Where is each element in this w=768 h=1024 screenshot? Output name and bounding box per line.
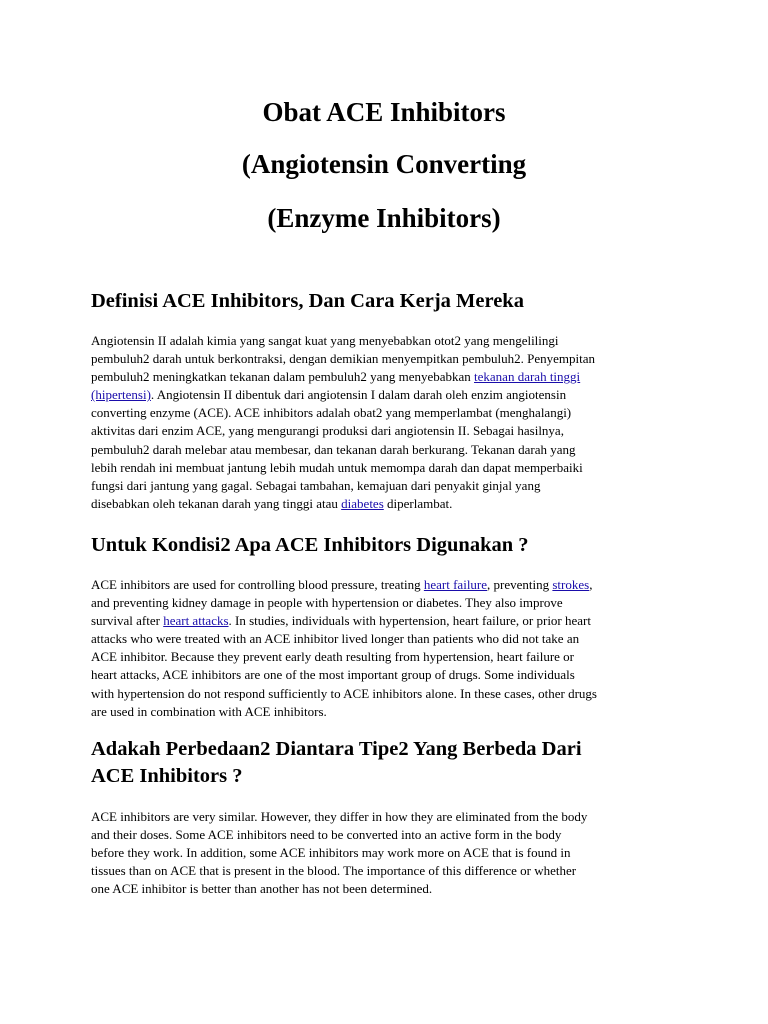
link-heart-failure[interactable]: heart failure bbox=[423, 577, 488, 592]
link-strokes[interactable]: strokes bbox=[552, 577, 590, 592]
paragraph-line: Angiotensin II adalah kimia yang sangat kuat yang menyebabkan otot2 yang mengelilingi bbox=[91, 333, 559, 348]
paragraph-line: fungsi dari jantung yang gagal. Sebagai tambahan, kemajuan dari penyakit ginjal yang bbox=[91, 477, 541, 493]
section-2-paragraph bbox=[91, 576, 691, 721]
section-2-heading: Untuk Kondisi2 Apa ACE Inhibitors Digunakan ? bbox=[91, 534, 529, 556]
text-run: pembuluh2 meningkatkan tekanan dalam pembuluh2 yang menyebabkan bbox=[91, 369, 475, 385]
paragraph-line: heart attacks, ACE inhibitors are one of the most important group of drugs. Some individuals bbox=[91, 667, 575, 683]
text-run: ACE inhibitors are used for controlling blood pressure, treating bbox=[91, 577, 424, 592]
text-run: , preventing bbox=[487, 577, 553, 592]
link-hipertensi[interactable]: (hipertensi) bbox=[91, 387, 151, 403]
link-diabetes[interactable]: diabetes bbox=[341, 495, 384, 511]
paragraph-line bbox=[91, 576, 691, 594]
section-3-heading bbox=[91, 736, 691, 790]
text-run: , bbox=[589, 577, 593, 592]
section-3-heading-line-2: ACE Inhibitors ? bbox=[91, 765, 243, 787]
title-line-2: (Angiotensin Converting bbox=[241, 149, 527, 179]
section-1-paragraph bbox=[91, 332, 691, 513]
text-run: . Angiotensin II dibentuk dari angiotensin I dalam darah oleh enzim angiotensin bbox=[150, 387, 567, 403]
paragraph-line bbox=[91, 495, 691, 513]
paragraph-line: ACE inhibitors are very similar. However, they differ in how they are eliminated from the body bbox=[91, 809, 588, 824]
paragraph-line: aktivitas dari enzim ACE, yang mengurangi produksi dari angiotensin II. Sebagai hasilnya, bbox=[91, 423, 564, 439]
paragraph-line: and preventing kidney damage in people with hypertension or diabetes. They also improve bbox=[91, 595, 563, 611]
link-heart-attacks[interactable]: heart attacks bbox=[163, 613, 229, 629]
paragraph-line: pembuluh2 darah melebar atau membesar, dan tekanan darah berkurang. Tekanan darah yang bbox=[91, 441, 576, 457]
section-3-paragraph bbox=[91, 808, 691, 898]
paragraph-line bbox=[91, 386, 691, 404]
paragraph-line: are used in combination with ACE inhibitors. bbox=[91, 703, 327, 719]
paragraph-line: and their doses. Some ACE inhibitors need to be converted into an active form in the body bbox=[91, 827, 562, 843]
paragraph-line: tissues than on ACE that is present in the blood. The importance of this difference or whether bbox=[91, 863, 577, 879]
paragraph-line: ACE inhibitor. Because they prevent early death resulting from hypertension, heart failure or bbox=[91, 649, 575, 665]
text-run: survival after bbox=[91, 613, 164, 629]
text-run: disebabkan oleh tekanan darah yang tinggi atau bbox=[91, 495, 342, 511]
text-run: diperlambat. bbox=[383, 495, 453, 511]
text-run: . In studies, individuals with hypertension, heart failure, or prior heart bbox=[228, 613, 591, 629]
paragraph-line: attacks who were treated with an ACE inhibitor lived longer than patients who did not take an bbox=[91, 631, 580, 647]
section-1-heading: Definisi ACE Inhibitors, Dan Cara Kerja Mereka bbox=[91, 290, 524, 312]
section-3-heading-line-1: Adakah Perbedaan2 Diantara Tipe2 Yang Berbeda Dari bbox=[91, 738, 582, 760]
paragraph-line bbox=[91, 368, 691, 386]
link-tekanan-darah-tinggi[interactable]: tekanan darah tinggi bbox=[474, 369, 581, 385]
paragraph-line: with hypertension do not respond sufficiently to ACE inhibitors alone. In these cases, other drugs bbox=[91, 685, 597, 701]
paragraph-line: converting enzyme (ACE). ACE inhibitors adalah obat2 yang memperlambat (menghalangi) bbox=[91, 405, 572, 421]
paragraph-line: lebih rendah ini membuat jantung lebih mudah untuk memompa darah dan dapat memperbaiki bbox=[91, 459, 583, 475]
title-line-3: (Enzyme Inhibitors) bbox=[267, 203, 501, 233]
paragraph-line: pembuluh2 darah untuk berkontraksi, dengan demikian menyempitkan pembuluh2. Penyempitan bbox=[91, 351, 595, 367]
title-line-1: Obat ACE Inhibitors bbox=[262, 97, 506, 127]
paragraph-line: before they work. In addition, some ACE inhibitors may work more on ACE that is found in bbox=[91, 845, 571, 861]
paragraph-line: one ACE inhibitor is better than another has not been determined. bbox=[91, 881, 433, 897]
paragraph-line bbox=[91, 612, 691, 630]
